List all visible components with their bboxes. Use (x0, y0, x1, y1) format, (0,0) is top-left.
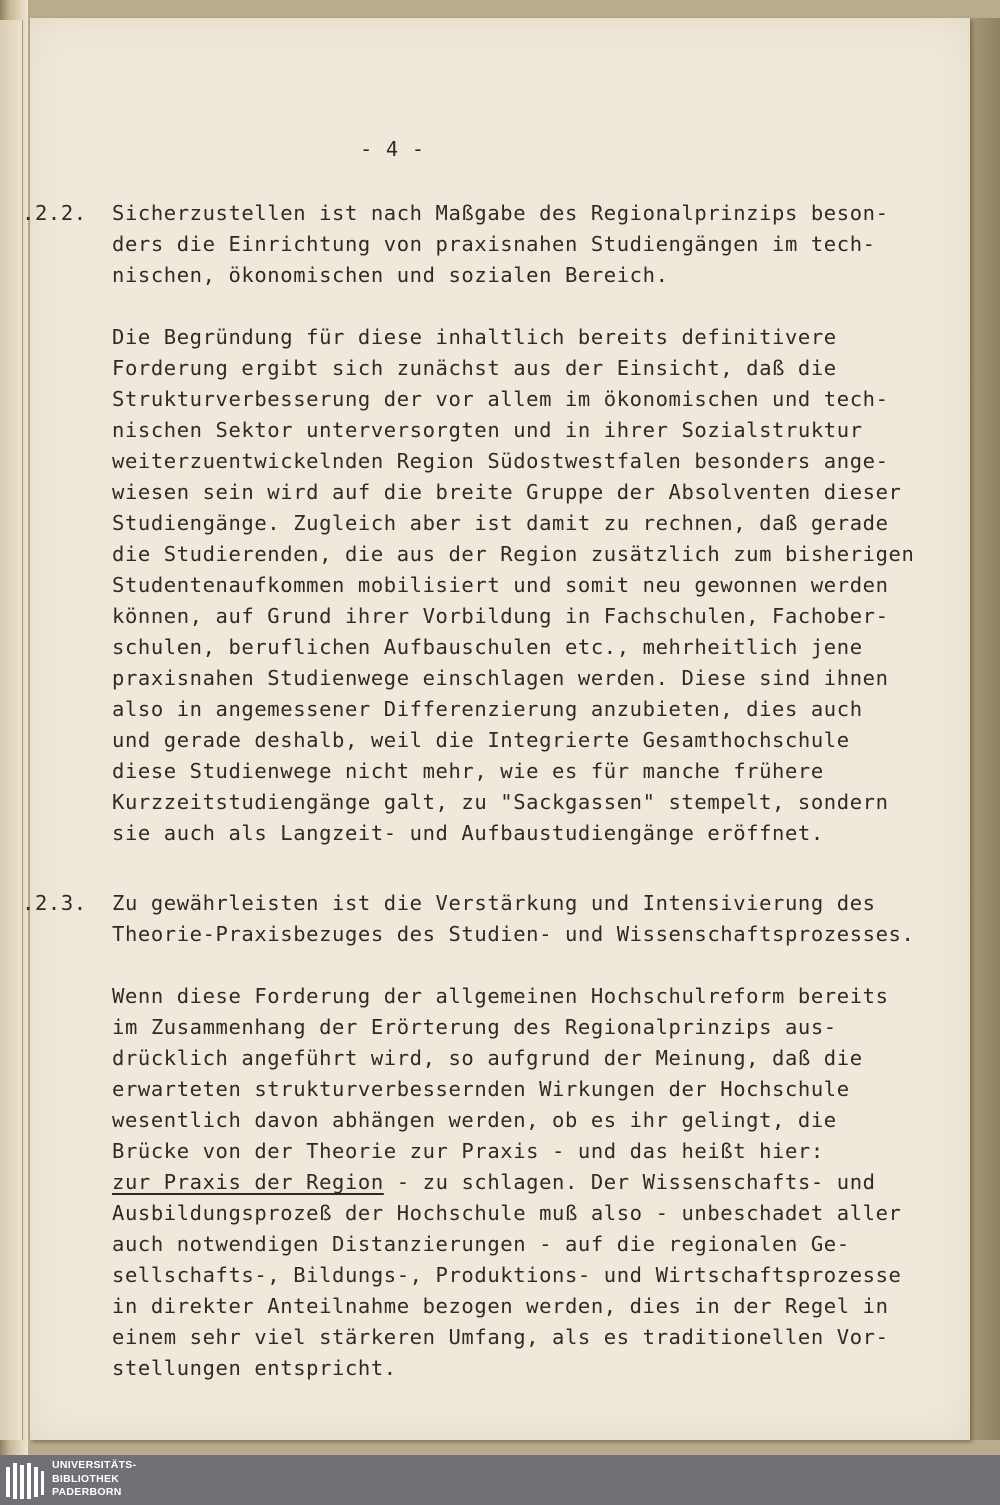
body-line: weiterzuentwickelnden Region Südostwestfalen besonders ange- (112, 449, 889, 473)
body-line: in direkter Anteilnahme bezogen werden, dies in der Regel in (112, 1294, 889, 1318)
page-stack-edge (970, 18, 1000, 1440)
logo-line: UNIVERSITÄTS- (52, 1459, 137, 1471)
previous-page-edge (0, 20, 23, 1440)
body-line: Studentenaufkommen mobilisiert und somit neu gewonnen werden (112, 573, 889, 597)
body-line: Studiengänge. Zugleich aber ist damit zu rechnen, daß gerade (112, 511, 889, 535)
body-line: können, auf Grund ihrer Vorbildung in Fachschulen, Fachober- (112, 604, 889, 628)
section-heading-line: nischen, ökonomischen und sozialen Bereich. (112, 263, 669, 287)
body-line: wiesen sein wird auf die breite Gruppe der Absolventen dieser (112, 480, 902, 504)
body-line: diese Studienwege nicht mehr, wie es für manche frühere (112, 759, 824, 783)
body-line-rest: - zu schlagen. Der Wissenschafts- und (383, 1170, 876, 1194)
logo-line: BIBLIOTHEK (52, 1472, 120, 1485)
body-line: einem sehr viel stärkeren Umfang, als es traditionellen Vor- (112, 1325, 889, 1349)
body-line: Ausbildungsprozeß der Hochschule muß also - unbeschadet aller (112, 1201, 902, 1225)
body-line: und gerade deshalb, weil die Integrierte Gesamthochschule (112, 728, 850, 752)
body-line: Strukturverbesserung der vor allem im ökonomischen und tech- (112, 387, 889, 411)
body-line: nischen Sektor unterversorgten und in ihrer Sozialstruktur (112, 418, 863, 442)
library-footer-bar (0, 1455, 1000, 1505)
body-line: schulen, beruflichen Aufbauschulen etc., mehrheitlich jene (112, 635, 863, 659)
body-line (112, 1170, 876, 1194)
body-line: also in angemessener Differenzierung anzubieten, dies auch (112, 697, 863, 721)
body-line: sellschafts-, Bildungs-, Produktions- und Wirtschaftsprozesse (112, 1263, 902, 1287)
body-line: Kurzzeitstudiengänge galt, zu "Sackgassen" stempelt, sondern (112, 790, 889, 814)
body-line: sie auch als Langzeit- und Aufbaustudiengänge eröffnet. (112, 821, 824, 845)
body-line: wesentlich davon abhängen werden, ob es ihr gelingt, die (112, 1108, 837, 1132)
library-logo-icon (4, 1459, 46, 1503)
body-line: Brücke von der Theorie zur Praxis - und das heißt hier: (112, 1139, 824, 1163)
section-number: .2.2. (22, 201, 87, 225)
logo-line: PADERBORN (52, 1486, 122, 1498)
body-line: stellungen entspricht. (112, 1356, 397, 1380)
section-heading-line: ders die Einrichtung von praxisnahen Studiengängen im tech- (112, 232, 876, 256)
body-line: erwarteten strukturverbessernden Wirkungen der Hochschule (112, 1077, 850, 1101)
body-line: Wenn diese Forderung der allgemeinen Hochschulreform bereits (112, 984, 889, 1008)
underlined-phrase: zur Praxis der Region (112, 1170, 384, 1194)
body-line: die Studierenden, die aus der Region zusätzlich zum bisherigen (112, 542, 915, 566)
section-heading-line: Theorie-Praxisbezuges des Studien- und Wissenschaftsprozesses. (112, 922, 915, 946)
section-heading-line: Zu gewährleisten ist die Verstärkung und Intensivierung des (112, 891, 876, 915)
body-line: auch notwendigen Distanzierungen - auf die regionalen Ge- (112, 1232, 850, 1256)
section-number: .2.3. (22, 891, 87, 915)
body-line: Die Begründung für diese inhaltlich bereits definitivere (112, 325, 837, 349)
page-number: - 4 - (360, 137, 425, 161)
body-line: praxisnahen Studienwege einschlagen werden. Diese sind ihnen (112, 666, 889, 690)
section-heading-line: Sicherzustellen ist nach Maßgabe des Regionalprinzips beson- (112, 201, 889, 225)
body-line: im Zusammenhang der Erörterung des Regionalprinzips aus- (112, 1015, 837, 1039)
body-line: drücklich angeführt wird, so aufgrund der Meinung, daß die (112, 1046, 863, 1070)
body-line: Forderung ergibt sich zunächst aus der Einsicht, daß die (112, 356, 837, 380)
library-logo-text (52, 1459, 136, 1500)
